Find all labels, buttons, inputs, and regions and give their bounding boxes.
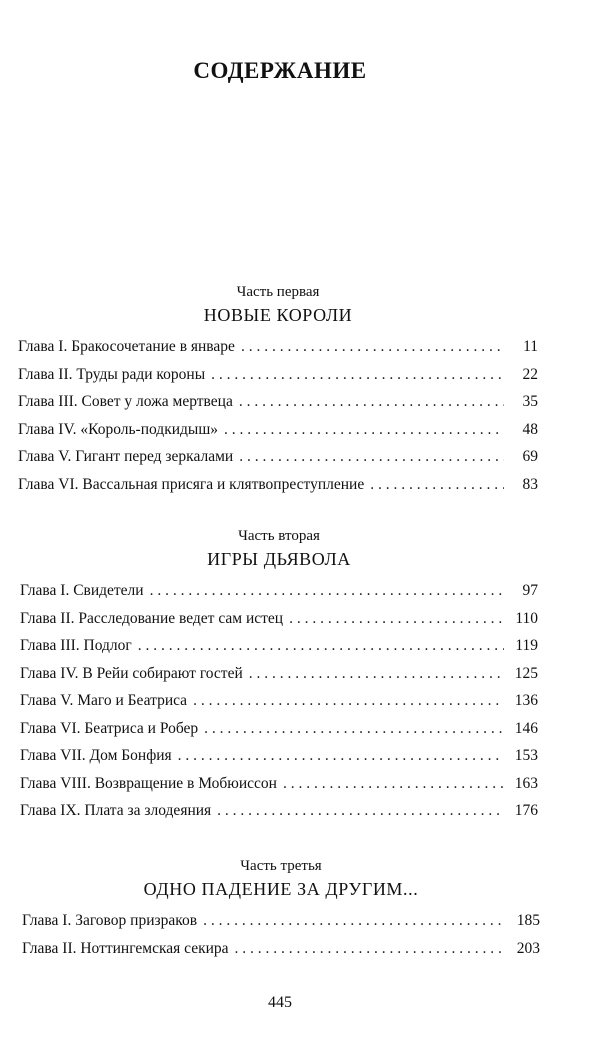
chapter-title: Глава IX. Плата за злодеяния (20, 802, 212, 819)
dot-leader (138, 637, 504, 655)
chapter-row[interactable] (20, 775, 538, 803)
chapter-row[interactable] (20, 692, 538, 720)
dot-leader (224, 421, 504, 439)
chapter-row[interactable] (18, 338, 538, 366)
dot-leader (204, 720, 504, 738)
chapter-title: Глава IV. В Рейи собирают гостей (20, 664, 243, 682)
chapter-title: Глава I. Бракосочетание в январе (18, 338, 235, 355)
chapter-row[interactable] (20, 802, 538, 830)
chapter-title: Глава I. Заговор призраков (22, 912, 198, 929)
chapter-title: Глава II. Ноттингемская секира (22, 939, 229, 957)
dot-leader (178, 747, 504, 765)
part-name: НОВЫЕ КОРОЛИ (203, 305, 353, 325)
chapter-title: Глава VIII. Возвращение в Мобюиссон (20, 774, 277, 792)
part-1 (18, 283, 538, 503)
chapter-list (18, 338, 538, 503)
dot-leader (239, 448, 504, 466)
chapter-title: Глава VI. Вассальная присяга и клятвопреступление (18, 475, 365, 493)
page-number: 445 (268, 994, 292, 1011)
chapter-page: 185 (516, 912, 540, 929)
dot-leader (249, 665, 504, 683)
chapter-page: 83 (522, 475, 538, 493)
chapter-title: Глава I. Свидетели (20, 582, 144, 599)
chapter-page: 48 (522, 420, 538, 438)
chapter-page: 125 (514, 664, 538, 682)
chapter-row[interactable] (20, 637, 538, 665)
part-name: ИГРЫ ДЬЯВОЛА (207, 549, 351, 569)
chapter-list (20, 582, 538, 830)
part-3 (22, 857, 540, 967)
chapter-row[interactable] (20, 720, 538, 748)
chapter-row[interactable] (22, 912, 540, 940)
chapter-title: Глава III. Совет у ложа мертвеца (18, 393, 233, 410)
chapter-row[interactable] (20, 665, 538, 693)
chapter-title: Глава III. Подлог (20, 637, 132, 654)
dot-leader (217, 802, 504, 820)
chapter-page: 153 (514, 747, 538, 764)
chapter-page: 69 (522, 448, 538, 465)
dot-leader (289, 610, 504, 628)
chapter-row[interactable] (20, 582, 538, 610)
contents-title: СОДЕРЖАНИЕ (193, 58, 367, 83)
chapter-title: Глава IV. «Король-подкидыш» (18, 420, 219, 438)
dot-leader (193, 692, 504, 710)
chapter-title: Глава II. Расследование ведет сам истец (20, 609, 284, 627)
dot-leader (211, 366, 504, 384)
chapter-page: 22 (522, 365, 538, 383)
dot-leader (370, 476, 504, 494)
chapter-list (22, 912, 540, 967)
chapter-row[interactable] (18, 366, 538, 394)
chapter-row[interactable] (18, 476, 538, 504)
chapter-row[interactable] (18, 393, 538, 421)
chapter-page: 11 (523, 338, 538, 355)
dot-leader (203, 912, 506, 930)
chapter-row[interactable] (20, 610, 538, 638)
chapter-page: 136 (514, 692, 538, 709)
dot-leader (150, 582, 504, 600)
chapter-title: Глава VII. Дом Бонфия (20, 747, 172, 764)
chapter-page: 146 (514, 719, 538, 737)
chapter-page: 35 (522, 393, 538, 410)
chapter-page: 163 (514, 774, 538, 792)
chapter-row[interactable] (22, 940, 540, 968)
dot-leader (239, 393, 504, 411)
part-name: ОДНО ПАДЕНИЕ ЗА ДРУГИМ... (143, 879, 419, 899)
part-label: Часть третья (240, 858, 322, 874)
chapter-page: 176 (514, 802, 538, 819)
dot-leader (283, 775, 504, 793)
chapter-row[interactable] (20, 747, 538, 775)
chapter-page: 203 (516, 939, 540, 957)
chapter-title: Глава V. Маго и Беатриса (20, 692, 188, 709)
chapter-row[interactable] (18, 448, 538, 476)
chapter-title: Глава V. Гигант перед зеркалами (18, 448, 234, 465)
chapter-page: 119 (515, 637, 538, 654)
part-label: Часть вторая (238, 528, 320, 544)
part-2 (20, 527, 538, 830)
chapter-page: 97 (522, 582, 538, 599)
chapter-row[interactable] (18, 421, 538, 449)
dot-leader (241, 338, 504, 356)
chapter-title: Глава II. Труды ради короны (18, 365, 206, 383)
chapter-page: 110 (515, 609, 538, 627)
chapter-title: Глава VI. Беатриса и Робер (20, 719, 199, 737)
dot-leader (235, 940, 506, 958)
part-label: Часть первая (236, 284, 320, 300)
